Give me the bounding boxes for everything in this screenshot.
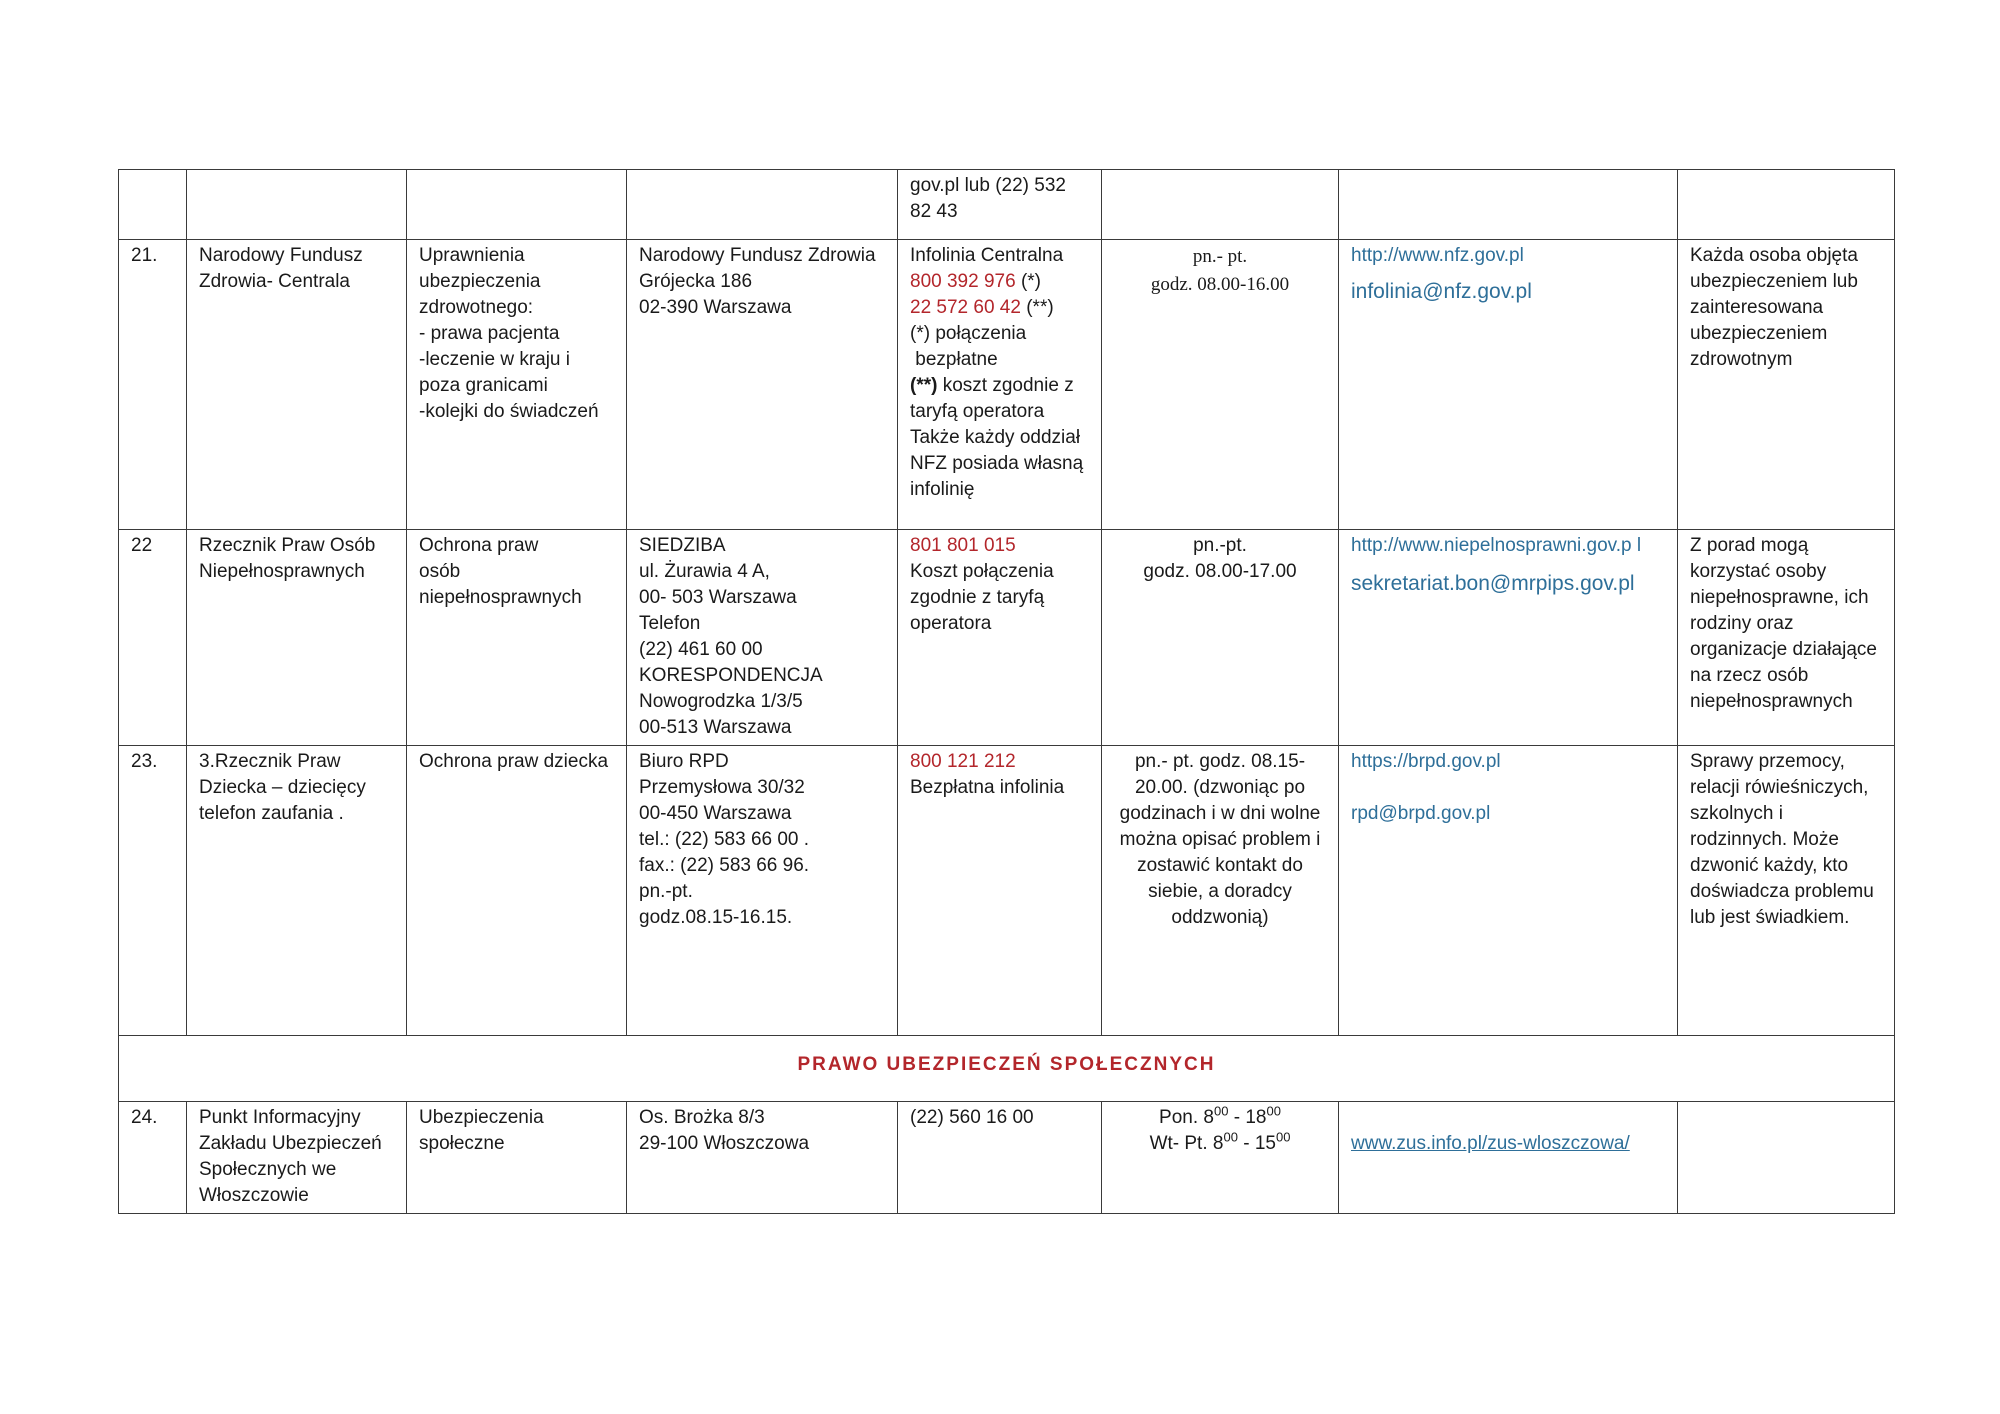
- cell-who: [1678, 170, 1895, 240]
- scope: Ochrona praw osób niepełnosprawnych: [407, 530, 627, 746]
- row-number: 22: [119, 530, 187, 746]
- table-row-21: [119, 240, 1895, 530]
- website-link[interactable]: www.zus.info.pl/zus-wloszczowa/: [1351, 1133, 1630, 1154]
- row-number: 24.: [119, 1102, 187, 1214]
- target-group: [1678, 1102, 1895, 1214]
- table-row-23: [119, 746, 1895, 1036]
- contact-web: [1339, 240, 1678, 530]
- address: Os. Brożka 8/3 29-100 Włoszczowa: [627, 1102, 898, 1214]
- phone-info: 800 121 212 Bezpłatna infolinia: [898, 746, 1102, 1036]
- phone-number-free[interactable]: 800 392 976: [910, 271, 1016, 292]
- cell-hours: [1102, 170, 1339, 240]
- institution-name: Punkt Informacyjny Zakładu Ubezpieczeń Społecznych we Włoszczowie: [187, 1102, 407, 1214]
- target-group: Każda osoba objęta ubezpieczeniem lub zainteresowana ubezpieczeniem zdrowotnym: [1678, 240, 1895, 530]
- section-title: PRAWO UBEZPIECZEŃ SPOŁECZNYCH: [119, 1036, 1895, 1102]
- cell-num: [119, 170, 187, 240]
- target-group: Sprawy przemocy, relacji rówieśniczych, szkolnych i rodzinnych. Może dzwonić każdy, kto doświadcza problemu lub jest świadkiem.: [1678, 746, 1895, 1036]
- contact-web: [1339, 746, 1678, 1036]
- address: Biuro RPD Przemysłowa 30/32 00-450 Warszawa tel.: (22) 583 66 00 . fax.: (22) 583 66 96. pn.-pt. godz.08.15-16.15.: [627, 746, 898, 1036]
- office-hours: pn.-pt. godz. 08.00-17.00: [1102, 530, 1339, 746]
- table-row-22: [119, 530, 1895, 746]
- contact-web: [1339, 530, 1678, 746]
- website-link[interactable]: http://www.nfz.gov.pl: [1351, 245, 1524, 266]
- address: Narodowy Fundusz Zdrowia Grójecka 186 02-390 Warszawa: [627, 240, 898, 530]
- phone-info: Infolinia Centralna 800 392 976 (*) 22 572 60 42 (**) (*) połączenia bezpłatne (**) koszt zgodnie z taryfą operatora Także każdy oddział NFZ posiada własną infolinię: [898, 240, 1102, 530]
- section-header-row: [119, 1036, 1895, 1102]
- cell-phone: [898, 170, 1102, 240]
- phone-info: 801 801 015 Koszt połączenia zgodnie z taryfą operatora: [898, 530, 1102, 746]
- institution-name: Narodowy Fundusz Zdrowia- Centrala: [187, 240, 407, 530]
- target-group: Z porad mogą korzystać osoby niepełnosprawne, ich rodziny oraz organizacje działające na rzecz osób niepełnosprawnych: [1678, 530, 1895, 746]
- office-hours: Pon. $8^{00} - 18^{00}$ Wt- Pt. $8^{00} - 15^{00}$: [1102, 1102, 1339, 1214]
- office-hours: pn.- pt. godz. 08.15-20.00. (dzwoniąc po godzinach i w dni wolne można opisać problem i zostawić kontakt do siebie, a doradcy oddzwonią): [1102, 746, 1339, 1036]
- institution-name: 3.Rzecznik Praw Dziecka – dziecięcy telefon zaufania .: [187, 746, 407, 1036]
- address: SIEDZIBA ul. Żurawia 4 A, 00- 503 Warszawa Telefon (22) 461 60 00 KORESPONDENCJA Nowogrodzka 1/3/5 00-513 Warszawa: [627, 530, 898, 746]
- scope: Ochrona praw dziecka: [407, 746, 627, 1036]
- scope: Ubezpieczenia społeczne: [407, 1102, 627, 1214]
- website-link[interactable]: https://brpd.gov.pl: [1351, 751, 1501, 772]
- row-number: 23.: [119, 746, 187, 1036]
- cell-name: [187, 170, 407, 240]
- phone-info: [898, 1102, 1102, 1214]
- email-link[interactable]: sekretariat.bon@mrpips.gov.pl: [1351, 572, 1635, 595]
- website-link[interactable]: http://www.niepelnosprawni.gov.p l: [1351, 535, 1642, 556]
- table-row-24: [119, 1102, 1895, 1214]
- scope: Uprawnienia ubezpieczenia zdrowotnego: - prawa pacjenta -leczenie w kraju i poza granicami -kolejki do świadczeń: [407, 240, 627, 530]
- institution-name: Rzecznik Praw Osób Niepełnosprawnych: [187, 530, 407, 746]
- cell-address: [627, 170, 898, 240]
- institutions-table: [118, 169, 1895, 1214]
- row-number: 21.: [119, 240, 187, 530]
- phone-number[interactable]: 800 121 212: [910, 751, 1016, 772]
- cell-scope: [407, 170, 627, 240]
- email-link[interactable]: rpd@brpd.gov.pl: [1351, 803, 1491, 824]
- phone-text: gov.pl lub (22) 532 82 43: [910, 175, 1066, 222]
- office-hours: pn.- pt. godz. 08.00-16.00: [1102, 240, 1339, 530]
- table-row-continuation: [119, 170, 1895, 240]
- phone-number[interactable]: 801 801 015: [910, 535, 1016, 556]
- phone-number[interactable]: (22) 560 16 00: [910, 1107, 1034, 1128]
- contact-web: [1339, 1102, 1678, 1214]
- phone-number-paid[interactable]: 22 572 60 42: [910, 297, 1021, 318]
- phone-label: Infolinia Centralna: [910, 245, 1064, 266]
- cell-web: [1339, 170, 1678, 240]
- email-link[interactable]: infolinia@nfz.gov.pl: [1351, 280, 1532, 303]
